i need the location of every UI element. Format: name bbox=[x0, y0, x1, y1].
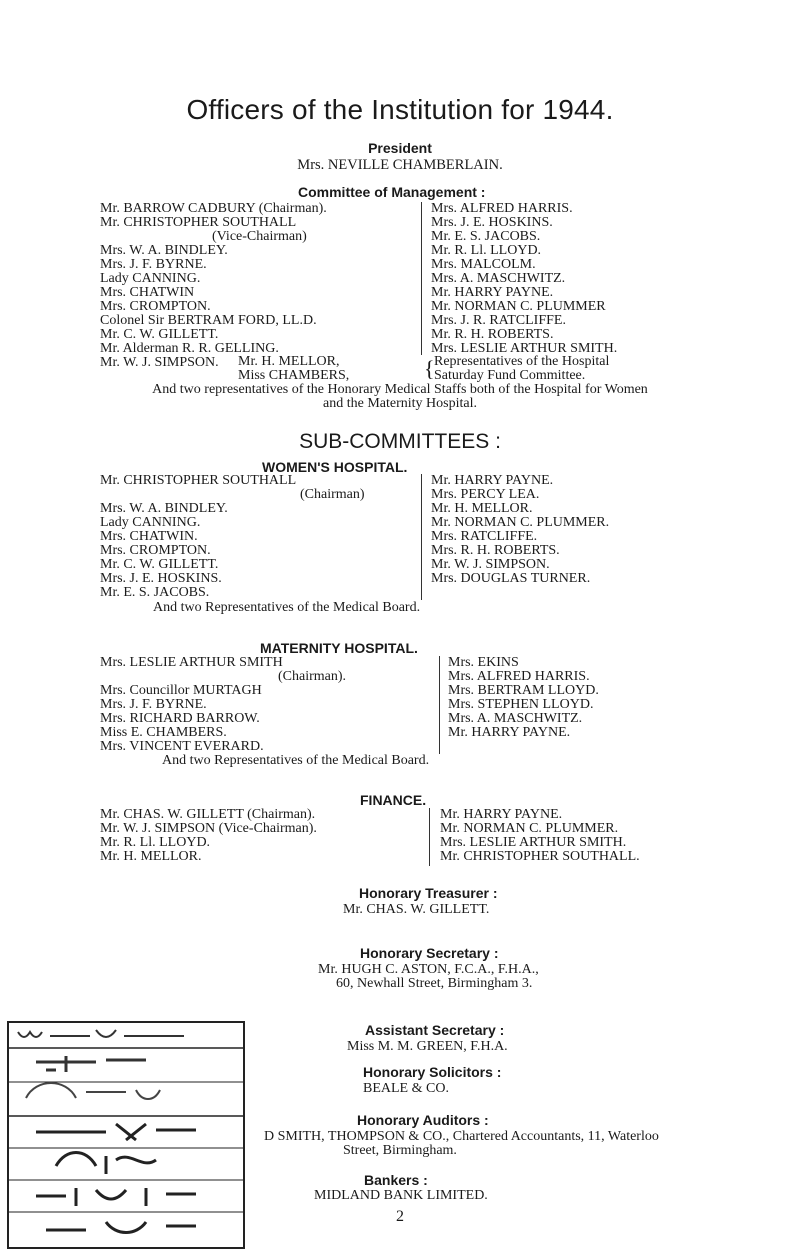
member: Mr. H. MELLOR. bbox=[431, 501, 533, 516]
member: Mrs. STEPHEN LLOYD. bbox=[448, 697, 594, 712]
member: Mr. CHRISTOPHER SOUTHALL bbox=[100, 473, 297, 488]
rep-name: Miss CHAMBERS, bbox=[238, 368, 350, 383]
treasurer-heading: Honorary Treasurer : bbox=[359, 885, 498, 901]
committee-member: Lady CANNING. bbox=[100, 271, 201, 286]
member: Mr. E. S. JACOBS. bbox=[100, 585, 210, 600]
member: Lady CANNING. bbox=[100, 515, 201, 530]
column-divider bbox=[421, 474, 422, 600]
member: Mr. NORMAN C. PLUMMER. bbox=[431, 515, 610, 530]
member: Mrs. CROMPTON. bbox=[100, 543, 211, 558]
column-divider bbox=[439, 656, 440, 754]
member: Mrs. PERCY LEA. bbox=[431, 487, 540, 502]
committee-member: Mrs. W. A. BINDLEY. bbox=[100, 243, 228, 258]
secretary-name: Mr. HUGH C. ASTON, F.C.A., F.H.A., bbox=[318, 962, 539, 977]
member: Mr. HARRY PAYNE. bbox=[431, 473, 554, 488]
treasurer-name: Mr. CHAS. W. GILLETT. bbox=[343, 902, 490, 917]
member: Mr. HARRY PAYNE. bbox=[448, 725, 571, 740]
member: Mrs. BERTRAM LLOYD. bbox=[448, 683, 599, 698]
committee-member: Mr. HARRY PAYNE. bbox=[431, 285, 554, 300]
committee-member: Mr. R. H. ROBERTS. bbox=[431, 327, 554, 342]
secretary-address: 60, Newhall Street, Birmingham 3. bbox=[336, 976, 533, 991]
member: Mrs. RICHARD BARROW. bbox=[100, 711, 260, 726]
member: Mrs. CHATWIN. bbox=[100, 529, 198, 544]
committee-heading: Committee of Management : bbox=[298, 184, 486, 200]
member: Mrs. LESLIE ARTHUR SMITH. bbox=[440, 835, 627, 850]
member: Miss E. CHAMBERS. bbox=[100, 725, 227, 740]
member: (Chairman) bbox=[300, 487, 365, 502]
member: Mrs. W. A. BINDLEY. bbox=[100, 501, 228, 516]
committee-member: Mr. BARROW CADBURY (Chairman). bbox=[100, 201, 327, 216]
solicitors-name: BEALE & CO. bbox=[363, 1081, 449, 1096]
rep-name: Mr. H. MELLOR, bbox=[238, 354, 340, 369]
committee-member: Mr. CHRISTOPHER SOUTHALL bbox=[100, 215, 297, 230]
maternity-heading: MATERNITY HOSPITAL. bbox=[260, 640, 418, 656]
solicitors-heading: Honorary Solicitors : bbox=[363, 1064, 502, 1080]
committee-member: Colonel Sir BERTRAM FORD, LL.D. bbox=[100, 313, 317, 328]
member: Mr. W. J. SIMPSON (Vice-Chairman). bbox=[100, 821, 317, 836]
member: Mr. W. J. SIMPSON. bbox=[431, 557, 550, 572]
member: Mrs. VINCENT EVERARD. bbox=[100, 739, 264, 754]
member: Mr. NORMAN C. PLUMMER. bbox=[440, 821, 619, 836]
committee-member: Mr. W. J. SIMPSON. bbox=[100, 355, 219, 370]
member: Mrs. J. F. BYRNE. bbox=[100, 697, 207, 712]
finance-heading: FINANCE. bbox=[360, 792, 427, 808]
member: Mrs. ALFRED HARRIS. bbox=[448, 669, 590, 684]
bankers-heading: Bankers : bbox=[364, 1172, 428, 1188]
page-number: 2 bbox=[396, 1208, 404, 1225]
committee-member: Mrs. CROMPTON. bbox=[100, 299, 211, 314]
member: Mr. C. W. GILLETT. bbox=[100, 557, 219, 572]
column-divider bbox=[421, 202, 422, 355]
assistant-secretary-heading: Assistant Secretary : bbox=[365, 1022, 505, 1038]
finance-right-column bbox=[440, 808, 640, 864]
member: Mrs. LESLIE ARTHUR SMITH bbox=[100, 655, 283, 670]
member: Mr. CHAS. W. GILLETT (Chairman). bbox=[100, 807, 316, 822]
member: Mrs. A. MASCHWITZ. bbox=[448, 711, 583, 726]
member: Mr. HARRY PAYNE. bbox=[440, 807, 563, 822]
bankers-name: MIDLAND BANK LIMITED. bbox=[314, 1188, 488, 1203]
committee-member: Mrs. J. R. RATCLIFFE. bbox=[431, 313, 566, 328]
member: Mr. CHRISTOPHER SOUTHALL. bbox=[440, 849, 640, 864]
committee-footer: And two representatives of the Honorary Medical Staffs both of the Hospital for Women and the Maternity Hospital. bbox=[152, 382, 648, 411]
committee-left-column bbox=[100, 202, 327, 370]
committee-member: Mr. R. Ll. LLOYD. bbox=[431, 243, 542, 258]
womens-footer: And two Representatives of the Medical Board. bbox=[153, 600, 421, 615]
committee-right-column bbox=[431, 202, 617, 356]
committee-reps bbox=[238, 355, 349, 383]
womens-heading: WOMEN'S HOSPITAL. bbox=[262, 459, 408, 475]
maternity-left-column bbox=[100, 656, 346, 754]
secretary-heading: Honorary Secretary : bbox=[360, 945, 499, 961]
committee-member: (Vice-Chairman) bbox=[212, 229, 307, 244]
subcommittees-heading: SUB-COMMITTEES : bbox=[299, 430, 501, 453]
womens-left-column bbox=[100, 474, 365, 600]
reps-note-line: Representatives of the Hospital bbox=[434, 354, 610, 369]
page-title: Officers of the Institution for 1944. bbox=[186, 94, 614, 125]
member: Mrs. J. E. HOSKINS. bbox=[100, 571, 222, 586]
committee-member: Mrs. ALFRED HARRIS. bbox=[431, 201, 573, 216]
member: Mrs. Councillor MURTAGH bbox=[100, 683, 262, 698]
womens-right-column bbox=[431, 474, 609, 586]
president-heading: President bbox=[368, 140, 432, 156]
brace-symbol: { bbox=[424, 356, 435, 381]
auditors-address: Street, Birmingham. bbox=[343, 1143, 457, 1158]
member: Mrs. R. H. ROBERTS. bbox=[431, 543, 560, 558]
committee-member: Mr. C. W. GILLETT. bbox=[100, 327, 219, 342]
maternity-footer: And two Representatives of the Medical Board. bbox=[162, 753, 430, 768]
committee-member: Mr. E. S. JACOBS. bbox=[431, 229, 541, 244]
reps-note bbox=[434, 355, 609, 383]
president-name: Mrs. NEVILLE CHAMBERLAIN. bbox=[297, 157, 503, 173]
committee-member: Mrs. J. E. HOSKINS. bbox=[431, 215, 553, 230]
committee-member: Mrs. CHATWIN bbox=[100, 285, 195, 300]
committee-member: Mrs. A. MASCHWITZ. bbox=[431, 271, 566, 286]
committee-member: Mrs. J. F. BYRNE. bbox=[100, 257, 207, 272]
auditors-name: D SMITH, THOMPSON & CO., Chartered Accountants, 11, Waterloo bbox=[264, 1129, 659, 1144]
assistant-secretary-name: Miss M. M. GREEN, F.H.A. bbox=[347, 1039, 508, 1054]
column-divider bbox=[429, 808, 430, 866]
maternity-right-column bbox=[448, 656, 599, 740]
member: Mrs. DOUGLAS TURNER. bbox=[431, 571, 591, 586]
member: Mrs. EKINS bbox=[448, 655, 519, 670]
committee-member: Mr. NORMAN C. PLUMMER bbox=[431, 299, 606, 314]
member: Mr. R. Ll. LLOYD. bbox=[100, 835, 211, 850]
member: (Chairman). bbox=[278, 669, 347, 684]
member: Mr. H. MELLOR. bbox=[100, 849, 202, 864]
library-stamp-image bbox=[6, 1020, 246, 1250]
member: Mrs. RATCLIFFE. bbox=[431, 529, 538, 544]
auditors-heading: Honorary Auditors : bbox=[357, 1112, 489, 1128]
reps-note-line: Saturday Fund Committee. bbox=[434, 368, 586, 383]
committee-member: Mr. Alderman R. R. GELLING. bbox=[100, 341, 279, 356]
committee-member: Mrs. MALCOLM. bbox=[431, 257, 536, 272]
finance-left-column bbox=[100, 808, 317, 864]
committee-member: Mrs. LESLIE ARTHUR SMITH. bbox=[431, 341, 618, 356]
